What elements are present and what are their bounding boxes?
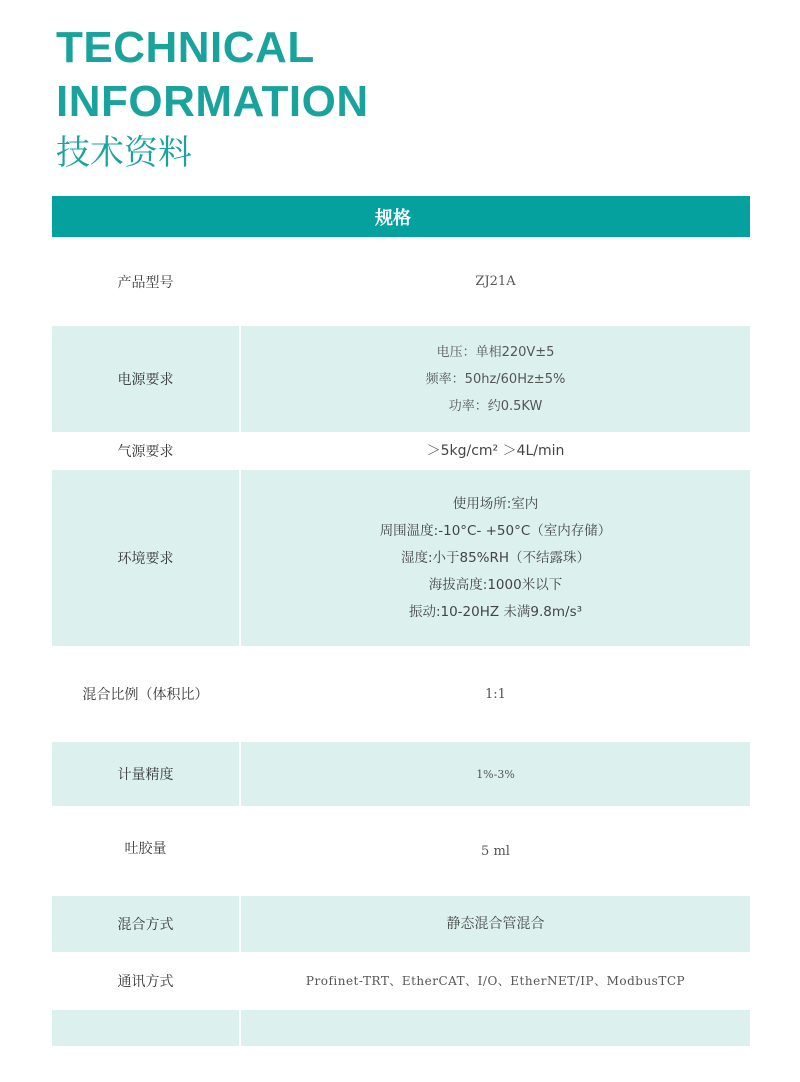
row-value <box>241 646 750 742</box>
value-line: ＞5kg/cm² ＞4L/min <box>426 442 565 459</box>
row-label: 产品型号 <box>117 275 174 291</box>
spec-row-accuracy <box>52 742 750 806</box>
row-label: 环境要求 <box>52 470 241 646</box>
spec-row-model <box>52 238 750 326</box>
table-header <box>52 196 750 237</box>
value-line: Profinet-TRT、EtherCAT、I/O、EtherNET/IP、ModbusTCP <box>305 973 686 988</box>
row-value <box>241 326 750 432</box>
value-line: 湿度:小于85%RH（不结露珠） <box>400 549 591 566</box>
spec-row-empty <box>52 1010 750 1046</box>
spec-row-communication <box>52 952 750 1010</box>
value-line: 电压：单相220V±5 <box>436 344 555 360</box>
row-value <box>241 806 750 896</box>
row-label: 气源要求 <box>117 444 174 460</box>
row-value <box>241 952 750 1010</box>
row-value <box>241 238 750 326</box>
row-label <box>52 1010 241 1046</box>
value-line: 1%-3% <box>476 767 515 781</box>
value-line: ZJ21A <box>475 274 516 289</box>
row-label: 电源要求 <box>52 326 241 432</box>
row-label: 计量精度 <box>52 742 241 806</box>
row-label: 混合方式 <box>52 896 241 952</box>
value-line: 5 ml <box>481 844 510 859</box>
spec-row-mix-ratio <box>52 646 750 742</box>
row-label: 吐胶量 <box>124 841 167 857</box>
title-line-2: INFORMATION <box>56 77 369 126</box>
spec-row-environment <box>52 470 750 646</box>
row-value <box>241 742 750 806</box>
value-line: 功率：约0.5KW <box>448 398 543 414</box>
value-line: 静态混合管混合 <box>446 915 545 932</box>
value-line: 频率：50hz/60Hz±5% <box>425 371 566 387</box>
value-line: 振动:10-20HZ 未满9.8m/s³ <box>408 603 583 620</box>
row-value <box>241 432 750 470</box>
value-line: 1:1 <box>485 686 506 702</box>
row-value <box>241 1010 750 1046</box>
subtitle: 技术资料 <box>56 133 192 173</box>
value-line: 使用场所:室内 <box>452 495 539 512</box>
row-label: 通讯方式 <box>117 974 174 990</box>
spec-row-dispense <box>52 806 750 896</box>
spec-row-air <box>52 432 750 470</box>
title-line-1: TECHNICAL <box>56 23 315 72</box>
row-value <box>241 470 750 646</box>
row-value <box>241 896 750 952</box>
spec-row-mix-method <box>52 896 750 952</box>
value-line: 周围温度:-10°C- +50°C（室内存储） <box>379 522 612 539</box>
row-label: 混合比例（体积比） <box>82 687 209 703</box>
table-header-label: 规格 <box>375 207 411 229</box>
spec-row-power <box>52 326 750 432</box>
value-line: 海拔高度:1000米以下 <box>428 576 563 593</box>
